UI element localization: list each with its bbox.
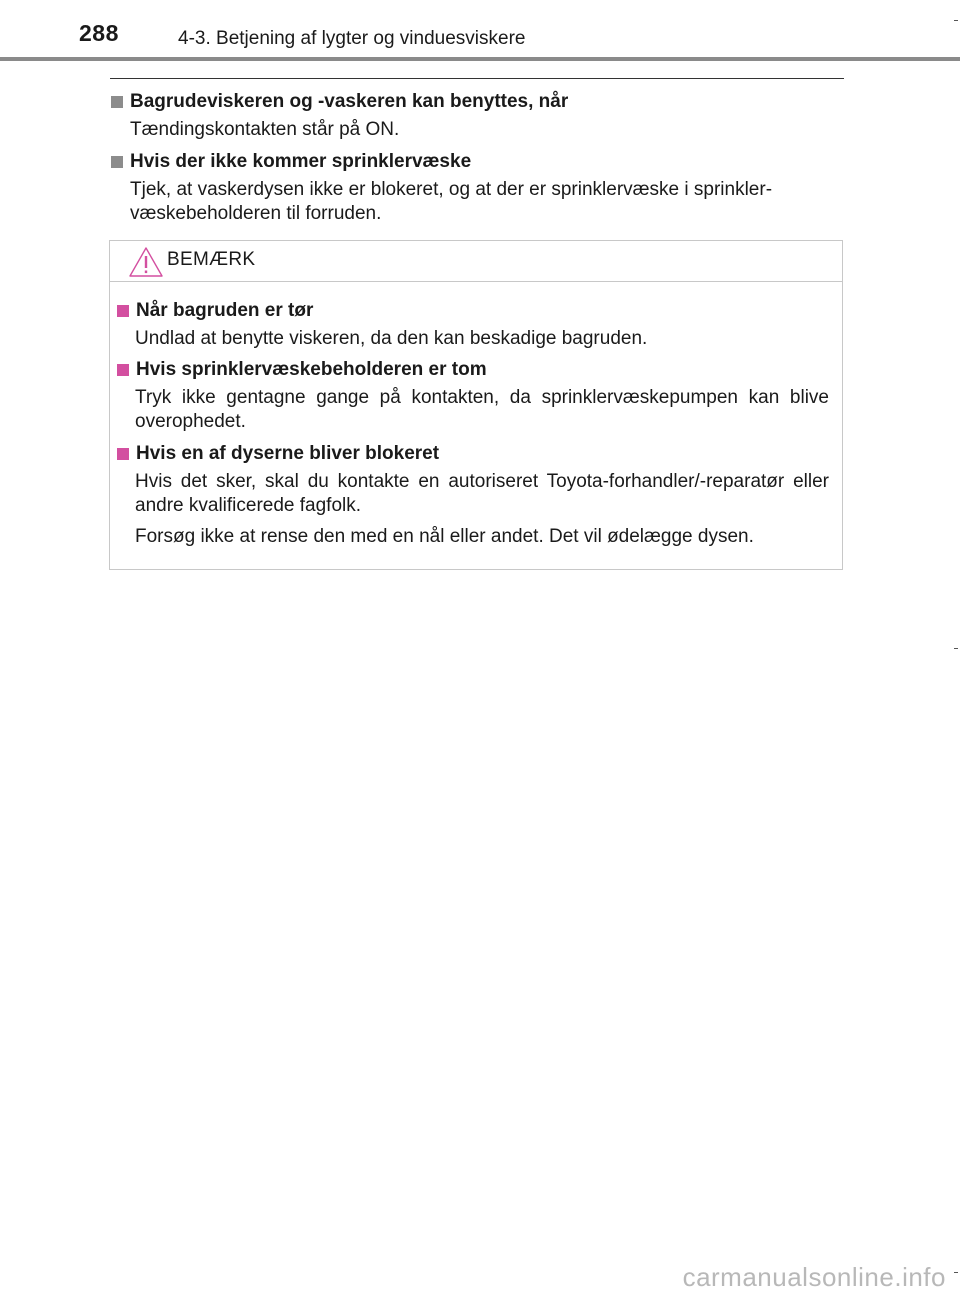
section-rear-wiper-usable xyxy=(110,90,844,142)
page-header xyxy=(0,0,960,62)
notice-item-heading-text: Hvis sprinklervæskebeholderen er tom xyxy=(136,359,487,380)
header-divider xyxy=(0,57,960,61)
chapter-title: 4-3. Betjening af lygter og vinduesviskere xyxy=(178,28,526,49)
section-body: Tændingskontakten står på ON. xyxy=(130,119,400,140)
page-number: 288 xyxy=(79,20,119,46)
watermark: carmanualsonline.info xyxy=(682,1262,946,1292)
notice-label: BEMÆRK xyxy=(167,249,256,270)
notice-item-heading-text: Når bagruden er tør xyxy=(136,300,314,321)
section-heading-text: Hvis der ikke kommer sprinklervæske xyxy=(130,151,472,172)
notice-item-heading xyxy=(116,442,829,466)
section-heading xyxy=(110,150,844,174)
square-bullet-icon xyxy=(117,305,129,317)
notice-item-heading xyxy=(116,358,829,382)
notice-header xyxy=(110,241,842,282)
section-heading xyxy=(110,90,844,114)
square-bullet-icon xyxy=(117,364,129,376)
notice-item-heading-text: Hvis en af dyserne bliver blokeret xyxy=(136,443,440,464)
warning-triangle-icon xyxy=(128,246,164,278)
notice-item-nozzle-blocked xyxy=(116,442,829,549)
crop-mark xyxy=(954,20,958,21)
notice-item-rear-window-dry xyxy=(116,299,829,351)
notice-item-reservoir-empty xyxy=(116,358,829,434)
crop-mark xyxy=(954,648,958,649)
section-heading-text: Bagrudeviskeren og -vaskeren kan benyttes, når xyxy=(130,91,569,112)
section-body: Tjek, at vaskerdysen ikke er blokeret, og at der er sprinklervæske i sprinkler-væskebeholderen til forruden. xyxy=(130,179,773,224)
square-bullet-icon xyxy=(117,448,129,460)
notice-item-body: Forsøg ikke at rense den med en nål eller andet. Det vil ødelægge dysen. xyxy=(135,526,754,547)
section-no-washer-fluid xyxy=(110,150,844,226)
square-bullet-icon xyxy=(111,96,123,108)
square-bullet-icon xyxy=(111,156,123,168)
content-divider xyxy=(110,78,844,79)
notice-item-body: Undlad at benytte viskeren, da den kan beskadige bagruden. xyxy=(135,328,648,349)
notice-item-body: Hvis det sker, skal du kontakte en autoriseret Toyota-forhandler/-reparatør eller andre kvalificerede fagfolk. xyxy=(135,471,829,516)
notice-item-heading xyxy=(116,299,829,323)
crop-mark xyxy=(954,1272,958,1273)
notice-box xyxy=(109,240,843,570)
notice-item-body: Tryk ikke gentagne gange på kontakten, da sprinklervæskepumpen kan blive overophedet. xyxy=(135,387,829,432)
